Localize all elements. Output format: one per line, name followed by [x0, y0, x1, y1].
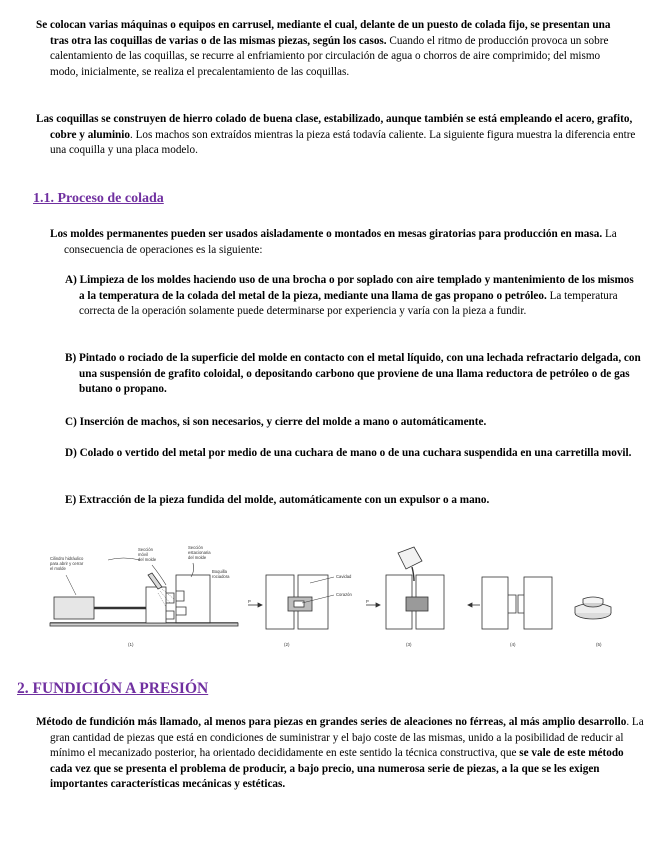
- paragraph-carrusel-text: Cuando el ritmo de producción provoca un sobre calentamiento de las coquillas, se recurre al enfriamiento por circulación de agua o chorros de aire comprimido; del mismo modo, inicialmente, se realiza el precalentamiento de las coquillas.: [50, 34, 609, 78]
- stage-4-drawing: [468, 577, 552, 629]
- paragraph-presion-bold-1: Método de fundición más llamado, al menos para piezas en grandes series de aleaciones no férreas, al más amplio desarrollo: [36, 716, 627, 728]
- label-stationary-3: del molde: [188, 555, 207, 560]
- figure-svg: [48, 545, 628, 655]
- stage-1-drawing: [50, 558, 238, 626]
- step-c-bold: C) Inserción de machos, si son necesarios, y cierre del molde a mano o automáticamente.: [65, 416, 487, 428]
- mold-right-4: [524, 577, 552, 629]
- step-d-bold: D) Colado o vertido del metal por medio de una cuchara de mano o de una cuchara suspendida en una carretilla movil.: [65, 447, 632, 459]
- stage-number-3: (3): [406, 642, 412, 647]
- arrow-label-p-1: P: [248, 599, 251, 604]
- label-cavity: Cavidad: [336, 574, 352, 579]
- label-stationary-1: Sección: [188, 545, 203, 550]
- step-d: [65, 446, 639, 462]
- paragraph-coquillas-text: . Los machos son extraídos mientras la pieza está todavía caliente. La siguiente figura muestra la diferencia entre una coquilla y una placa modelo.: [50, 128, 636, 157]
- label-nozzle-2: rociadora: [212, 574, 230, 579]
- stage-5-drawing: [575, 597, 611, 619]
- mold-left-4: [482, 577, 508, 629]
- label-movable-3: del molde: [138, 557, 157, 562]
- hydraulic-cylinder: [54, 597, 94, 619]
- stage-3-drawing: [366, 547, 444, 629]
- label-movable-1: Sección: [138, 547, 153, 552]
- movable-mold-half: [146, 587, 166, 623]
- stage-number-5: (5): [596, 642, 602, 647]
- step-c: [65, 415, 644, 431]
- core-2: [294, 601, 304, 607]
- stage-number-4: (4): [510, 642, 516, 647]
- label-cylinder-3: el molde: [50, 566, 66, 571]
- step-a: [65, 273, 641, 320]
- paragraph-coquillas-bold: Las coquillas se construyen de hierro colado de buena clase, estabilizado, aunque también se está empleando el acero, grafito, cobre y aluminio: [36, 113, 633, 141]
- label-nozzle-1: Boquilla: [212, 569, 227, 574]
- paragraph-carrusel-bold: Se colocan varias máquinas o equipos en carrusel, mediante el cual, delante de un puesto de colada fijo, se presentan una tras otra las coquillas de varias o de las mismas piezas, según los casos.: [36, 19, 611, 47]
- label-cylinder-1: Cilindro hidráulico: [50, 556, 84, 561]
- permanent-mold-figure: [48, 545, 628, 655]
- paragraph-moldes-permanentes: [50, 227, 626, 258]
- step-e-bold: E) Extracción de la pieza fundida del molde, automáticamente con un expulsor o a mano.: [65, 494, 490, 506]
- arrow-label-p-2: P: [366, 599, 369, 604]
- paragraph-coquillas: [36, 112, 642, 159]
- label-core: Corazón: [336, 592, 352, 597]
- stage-2-drawing: [248, 575, 334, 629]
- stationary-mold-half: [176, 575, 210, 623]
- step-a-text: La temperatura correcta de la operación solamente puede determinarse por experiencia y varía con la pieza a fundir.: [79, 289, 618, 318]
- pouring-ladle: [398, 547, 422, 569]
- paragraph-moldes-text: La consecuencia de operaciones es la siguiente:: [64, 228, 617, 256]
- heading-fundicion-presion: 2. FUNDICIÓN A PRESIÓN: [17, 680, 209, 697]
- step-e: [65, 493, 644, 509]
- paragraph-fundicion-presion: [36, 715, 646, 793]
- paragraph-presion-text: . La gran cantidad de piezas que está en condiciones de suministrar y el bajo coste de las mismas, unido a la posibilidad de reducir al mínimo el mecanizado posterior, ha orientado decididamente en este sentido la técnica constructiva, que: [50, 716, 644, 760]
- label-stationary-2: estacionaria: [188, 550, 211, 555]
- step-b-bold: B) Pintado o rociado de la superficie del molde en contacto con el metal líquido, con una lechada refractario delgada, con una suspensión de grafito coloidal, o depositando carbono que proviene de una llama reductora de petróleo o de gas butano o propano.: [65, 352, 641, 396]
- stage-number-2: (2): [284, 642, 290, 647]
- paragraph-moldes-bold: Los moldes permanentes pueden ser usados aisladamente o montados en mesas giratorias para producción en masa.: [50, 228, 603, 240]
- paragraph-presion-bold-2: se vale de este método cada vez que se presenta el problema de producir, a bajo precio, una numerosa serie de piezas, a la que se les exigen importantes características mecánicas y estéticas.: [50, 747, 624, 791]
- paragraph-carrusel: [36, 18, 625, 80]
- label-movable-2: móvil: [138, 552, 148, 557]
- stage-number-1: (1): [128, 642, 134, 647]
- label-cylinder-2: para abrir y cerrar: [50, 561, 84, 566]
- heading-proceso-colada: 1.1. Proceso de colada: [33, 191, 164, 206]
- cavity-3: [406, 597, 428, 611]
- step-a-bold: A) Limpieza de los moldes haciendo uso de una brocha o por soplado con aire templado y mantenimiento de los mismos a la temperatura de la colada del metal de la pieza, mediante una llama de gas propano o petróleo.: [65, 274, 634, 302]
- step-b: [65, 351, 646, 398]
